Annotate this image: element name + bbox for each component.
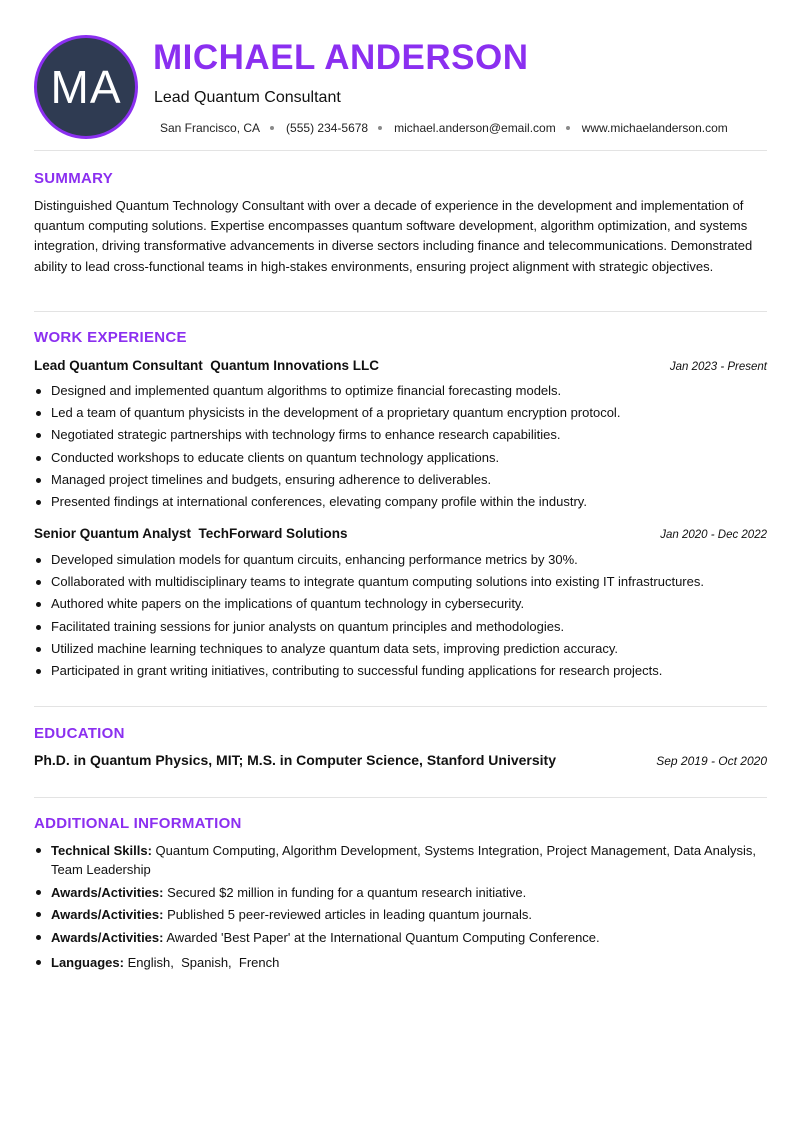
- info-label: Languages:: [51, 954, 124, 970]
- list-item: Facilitated training sessions for junior analysts on quantum principles and methodologies.: [34, 616, 769, 638]
- section-divider: [34, 150, 767, 151]
- summary-text: Distinguished Quantum Technology Consultant with over a decade of experience in the development and implementation of quantum computing solutions. Expertise encompasses quantum software development, algorithm optimization, and systems integration, driving transformative advancements in diverse sectors including finance and telecommunications. Demonstrated ability to lead cross-functional teams in high-stakes environments, ensuring project alignment with strategic objectives.: [34, 198, 753, 274]
- list-item: Led a team of quantum physicists in the development of a proprietary quantum encryption protocol.: [34, 402, 769, 424]
- separator-dot: [378, 126, 382, 130]
- education-dates: Sep 2019 - Oct 2020: [656, 754, 767, 768]
- info-text: Awarded 'Best Paper' at the International Quantum Computing Conference.: [166, 929, 600, 945]
- list-item: Developed simulation models for quantum circuits, enhancing performance metrics by 30%.: [34, 549, 769, 571]
- info-text: Quantum Computing, Algorithm Development, Systems Integration, Project Management, Data Analysis, Team Leadership: [51, 843, 757, 877]
- job-header: [34, 526, 767, 541]
- job-dates: Jan 2020 - Dec 2022: [660, 529, 767, 541]
- job-role: Senior Quantum Analyst: [34, 526, 192, 541]
- list-item: [34, 841, 769, 879]
- job-role: Lead Quantum Consultant: [34, 358, 203, 373]
- section-divider: [34, 311, 767, 312]
- education-heading: EDUCATION: [34, 725, 125, 742]
- work-experience-heading: WORK EXPERIENCE: [34, 329, 187, 346]
- job-title-line: [34, 358, 379, 373]
- summary-heading: SUMMARY: [34, 170, 114, 187]
- contact-line: [160, 121, 728, 135]
- contact-phone[interactable]: (555) 234-5678: [286, 121, 369, 135]
- additional-info-heading: ADDITIONAL INFORMATION: [34, 815, 242, 832]
- info-label: Awards/Activities:: [51, 907, 164, 922]
- candidate-headline: Lead Quantum Consultant: [154, 89, 341, 106]
- candidate-name: MICHAEL ANDERSON: [153, 38, 529, 77]
- separator-dot: [566, 126, 570, 130]
- job-dates: Jan 2023 - Present: [669, 361, 767, 373]
- contact-website[interactable]: www.michaelanderson.com: [581, 121, 728, 135]
- contact-location: San Francisco, CA: [160, 121, 261, 135]
- info-text: English, Spanish, French: [127, 954, 280, 970]
- job-header: [34, 358, 767, 373]
- list-item: Participated in grant writing initiatives, contributing to successful funding applications for research projects.: [34, 660, 769, 682]
- list-item: [34, 905, 769, 924]
- job-company: TechForward Solutions: [198, 526, 348, 541]
- info-text: Published 5 peer-reviewed articles in leading quantum journals.: [167, 907, 533, 922]
- list-item: Managed project timelines and budgets, ensuring adherence to deliverables.: [34, 469, 769, 491]
- avatar-initials: MA: [50, 61, 122, 113]
- list-item: Conducted workshops to educate clients on quantum technology applications.: [34, 447, 769, 469]
- section-divider: [34, 797, 767, 798]
- list-item: [34, 883, 769, 902]
- avatar: [34, 35, 138, 139]
- contact-email[interactable]: michael.anderson@email.com: [394, 121, 556, 135]
- additional-info-list: [34, 841, 769, 975]
- list-item: Authored white papers on the implications of quantum technology in cybersecurity.: [34, 593, 769, 615]
- job-title-line: [34, 526, 348, 541]
- list-item: Presented findings at international conferences, elevating company profile within the industry.: [34, 491, 769, 513]
- info-label: Technical Skills:: [51, 843, 152, 858]
- info-text: Secured $2 million in funding for a quantum research initiative.: [167, 884, 527, 900]
- list-item: Utilized machine learning techniques to analyze quantum data sets, improving prediction accuracy.: [34, 638, 769, 660]
- job-company: Quantum Innovations LLC: [210, 358, 380, 373]
- info-label: Awards/Activities:: [51, 929, 164, 945]
- list-item: Negotiated strategic partnerships with technology firms to enhance research capabilities.: [34, 424, 769, 446]
- education-entry: [34, 752, 767, 768]
- list-item: Collaborated with multidisciplinary teams to integrate quantum computing solutions into existing IT infrastructures.: [34, 571, 769, 593]
- list-item: [34, 928, 769, 947]
- separator-dot: [270, 126, 274, 130]
- list-item: Designed and implemented quantum algorithms to optimize financial forecasting models.: [34, 380, 769, 402]
- job-bullets: [34, 549, 769, 682]
- info-label: Awards/Activities:: [51, 884, 164, 900]
- list-item: [34, 953, 769, 972]
- education-degree: Ph.D. in Quantum Physics, MIT; M.S. in Computer Science, Stanford University: [34, 752, 556, 768]
- job-bullets: [34, 380, 769, 513]
- section-divider: [34, 706, 767, 707]
